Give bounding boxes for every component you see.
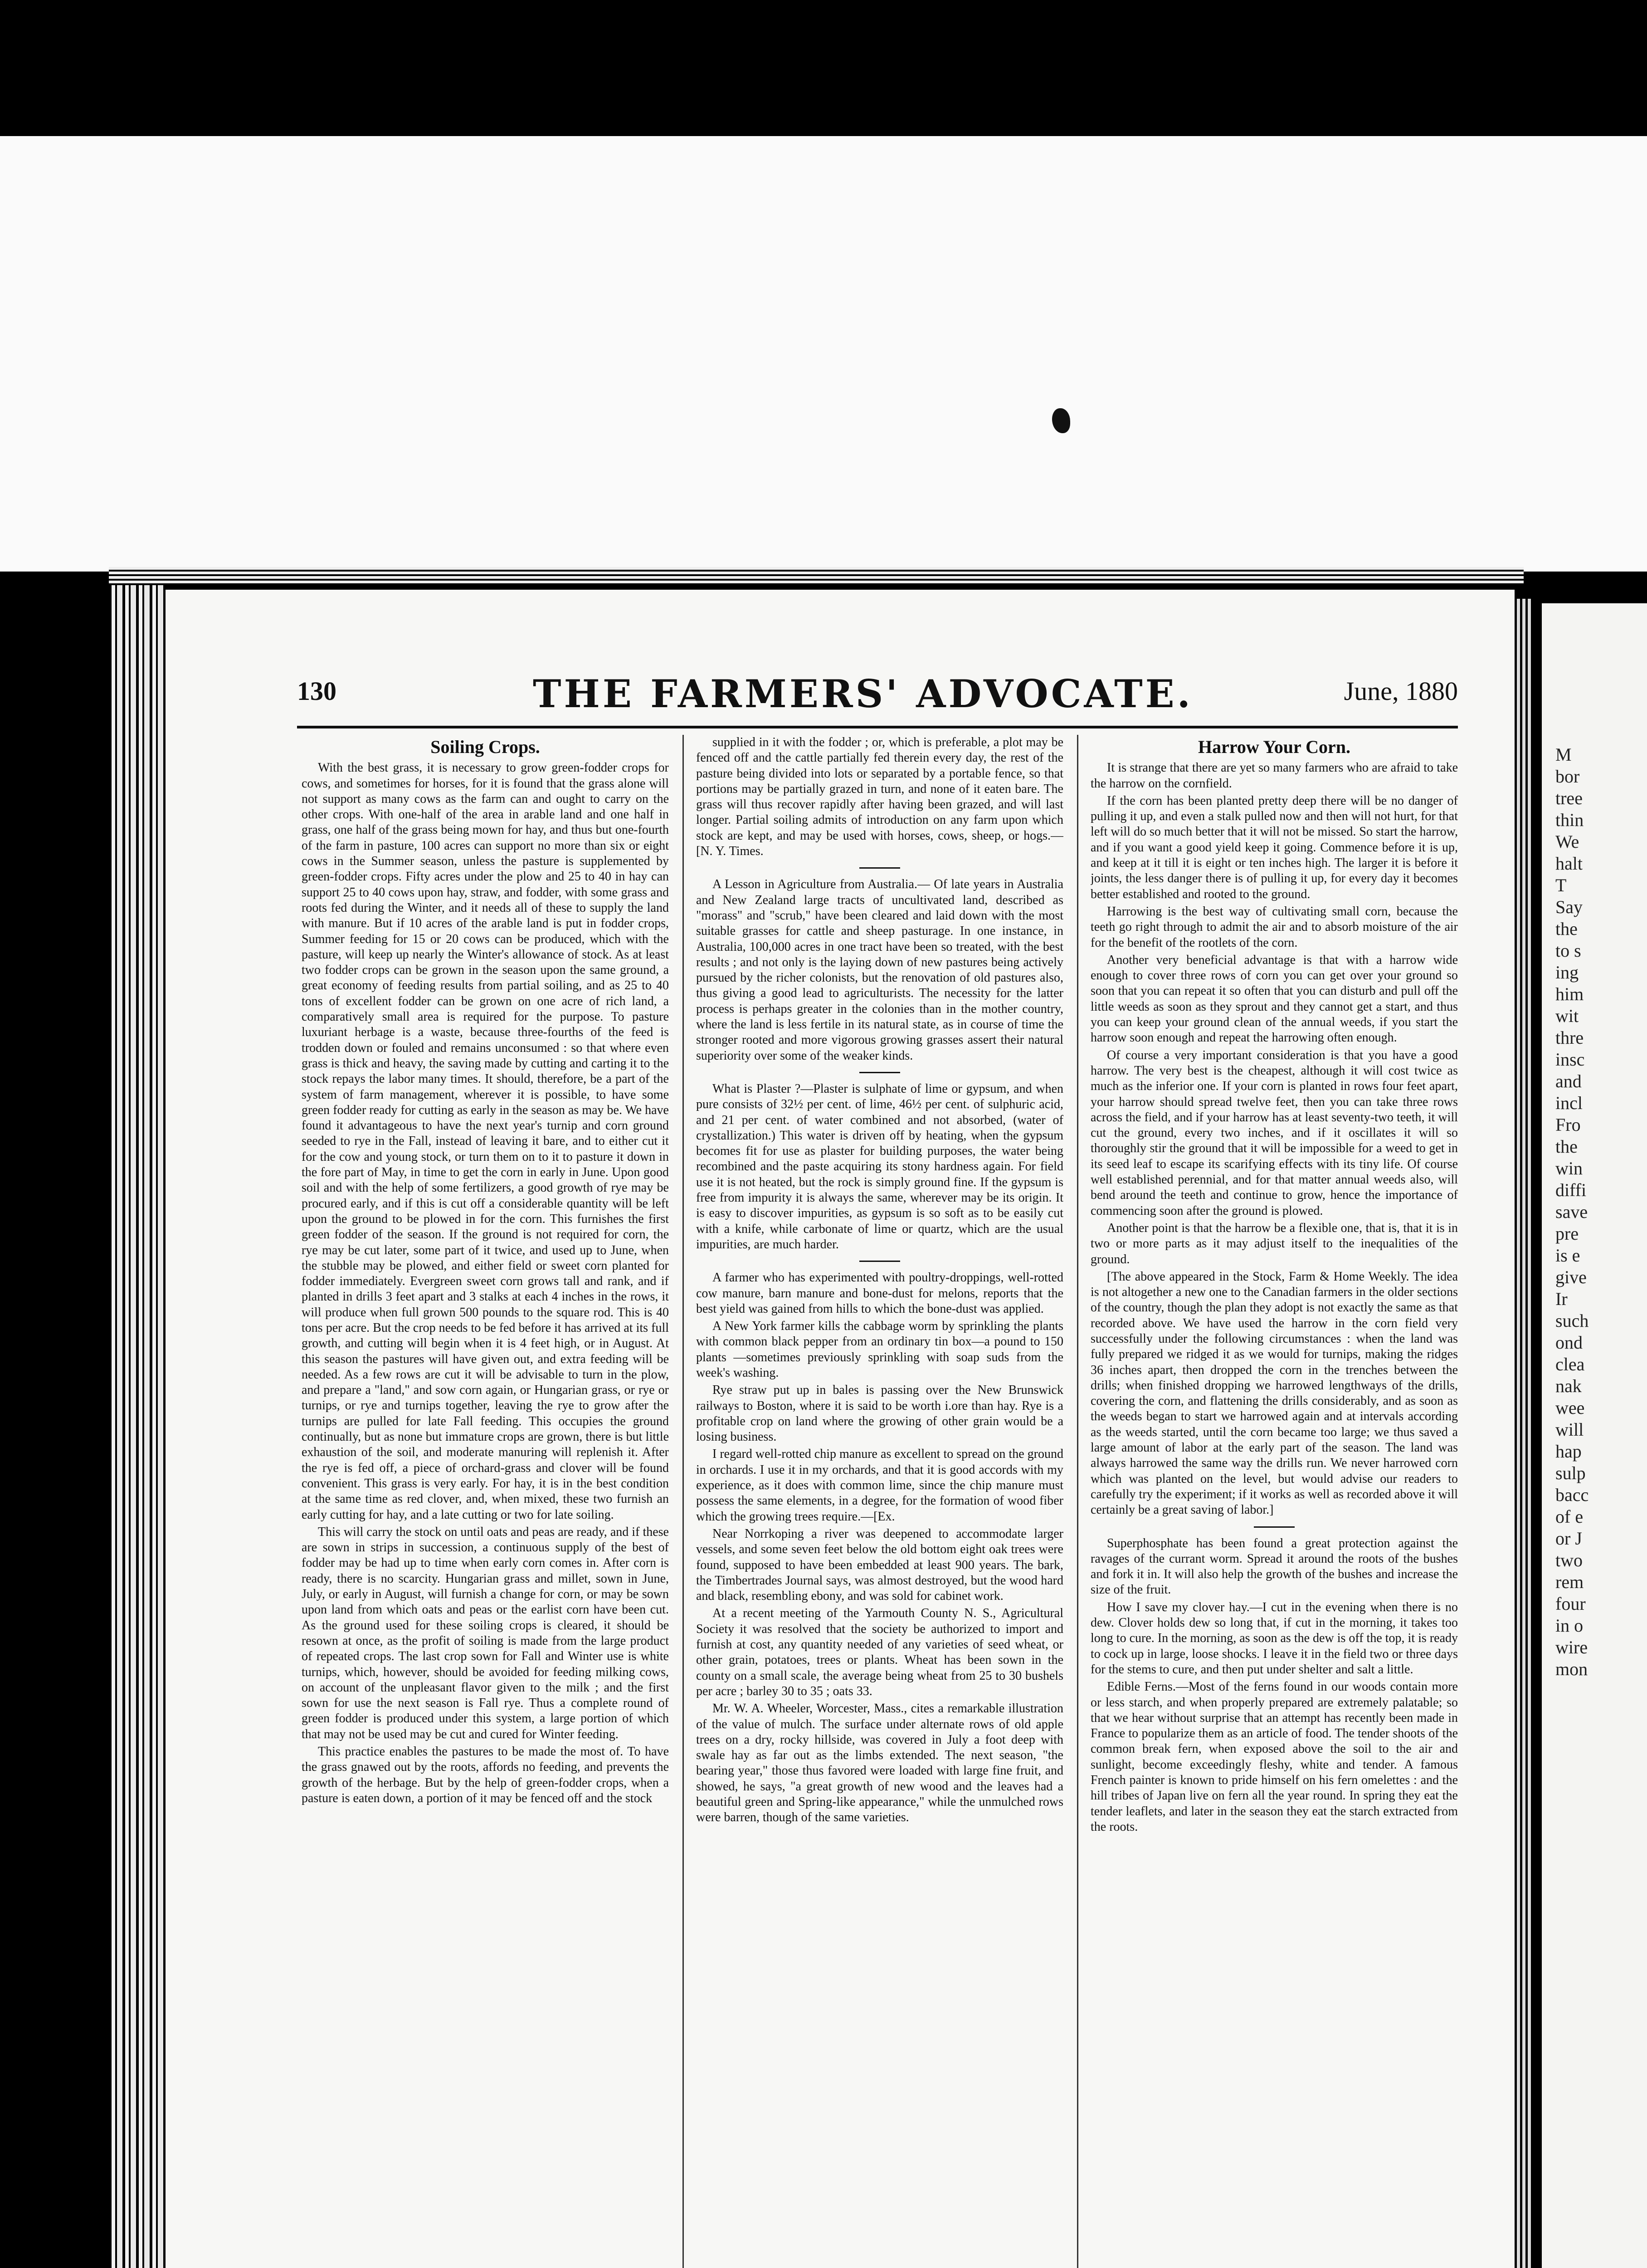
separator	[859, 1072, 900, 1073]
adjacent-page-text: sulp	[1555, 1463, 1586, 1483]
column-1	[302, 735, 669, 2268]
article-title-harrow-your-corn: Harrow Your Corn.	[1198, 737, 1350, 757]
adjacent-page-text: thin	[1555, 810, 1584, 830]
paragraph: How I save my clover hay.—I cut in the evening when there is no dew. Clover holds dew so long that, if cut in the morning, it takes too long to cure. In the morning, as soon as the dew is off the top, it is ready to cock up in large, loose shocks. I leave it in the field two or three days for the stems to cure, and then put under shelter and salt a little.	[1091, 1600, 1458, 1677]
separator	[859, 1261, 900, 1262]
issue-date: June, 1880	[1344, 676, 1458, 706]
adjacent-page-text: is e	[1555, 1245, 1580, 1266]
column-3	[1091, 735, 1458, 2268]
column-rule	[682, 735, 684, 2268]
paragraph: I regard well-rotted chip manure as excellent to spread on the ground in orchards. I use it in my orchards, and that it is good accords with my experience, as it does with common lime, since the chip manure must possess the same elements, in a degree, for the formation of wood fiber which the growing trees require.—[Ex.	[696, 1447, 1063, 1524]
book-binding-right	[1515, 599, 1533, 2268]
article-title-soiling-crops: Soiling Crops.	[430, 737, 540, 757]
adjacent-page-text: or J	[1555, 1528, 1582, 1549]
adjacent-page-text: wire	[1555, 1637, 1588, 1657]
adjacent-page-text: Say	[1555, 897, 1583, 917]
adjacent-page-text: in o	[1555, 1615, 1584, 1636]
paragraph: If the corn has been planted pretty deep there will be no danger of pulling it up, and even a stalk pulled now and then will not hurt, for that left will do so much better that it will not be missed. So start the harrow, and if you want a good yield keep it going. Commence before it is up, and keep at it till it is eight or ten inches high. The larger it is before it joints, the less danger there is of pulling it up, for every day it becomes better established and rooted to the ground.	[1091, 793, 1458, 901]
paragraph: A New York farmer kills the cabbage worm by sprinkling the plants with common black pepper from an ordinary tin box—a pound to 150 plants —sometimes previously sprinkling with soap suds from the week's washing.	[696, 1319, 1063, 1380]
paragraph: Mr. W. A. Wheeler, Worcester, Mass., cites a remarkable illustration of the value of mulch. The surface under alternate rows of old apple trees on a dry, rocky hillside, was covered in July a foot deep with swale hay as far out as the limbs extended. The next season, "the bearing year," those thus favored were loaded with large fine fruit, and showed, he says, "a great growth of new wood and the leaves had a beautiful green and Spring-like appearance," while the unmulched rows were barren, though of the same varieties.	[696, 1701, 1063, 1825]
adjacent-page-text: T	[1555, 875, 1567, 895]
adjacent-page-text: mon	[1555, 1659, 1588, 1679]
adjacent-page-text: save	[1555, 1202, 1588, 1222]
adjacent-page-text: wee	[1555, 1398, 1585, 1418]
paragraph: Of course a very important consideration is that you have a good harrow. The very best is the cheapest, although it will cost twice as much as the inferior one. If your corn is planted in rows four feet apart, your harrow should spread twelve feet, then you can take three rows across the field, and if your harrow has at least seventy-two teeth, it will cut the ground, every two inches, and if it oscillates it will so thoroughly stir the ground that it will be impossible for a weed to get in its seed leaf to escape its scarifying effects with its tiny life. Of course well established perennial, and for that matter annual weeds also, will bend around the teeth and continue to grow, hence the importance of commencing soon after the ground is plowed.	[1091, 1048, 1458, 1218]
paragraph: Near Norrkoping a river was deepened to accommodate larger vessels, and some seven feet below the old bottom eight oak trees were found, supposed to have been embedded at least 900 years. The bark, the Timbertrades Journal says, was almost destroyed, but the wood hard and black, resembling ebony, and was sold for cabinet work.	[696, 1526, 1063, 1603]
adjacent-page-text: halt	[1555, 853, 1583, 874]
adjacent-page-text: wit	[1555, 1006, 1579, 1026]
adjacent-page-text: hap	[1555, 1441, 1582, 1461]
separator	[1254, 1526, 1295, 1528]
adjacent-page-text: and	[1555, 1071, 1582, 1091]
paragraph: At a recent meeting of the Yarmouth County N. S., Agricultural Society it was resolved that the society be authorized to import and furnish at cost, any quantity needed of any varieties of seed wheat, or other grain, potatoes, trees or plants. Wheat has been sown in the county on a small scale, the average being wheat from 25 to 30 bushels per acre ; barley 30 to 35 ; oats 33.	[696, 1606, 1063, 1698]
adjacent-page-text: the	[1555, 1136, 1578, 1157]
paragraph: Another point is that the harrow be a flexible one, that is, that it is in two or more parts as it may adjust itself to the inequalities of the ground.	[1091, 1221, 1458, 1266]
adjacent-page-text: clea	[1555, 1354, 1585, 1374]
adjacent-page-text: the	[1555, 919, 1578, 939]
column-2	[696, 735, 1063, 2268]
page-number: 130	[297, 676, 336, 706]
book-binding-left	[109, 567, 163, 2268]
adjacent-page-text: Fro	[1555, 1114, 1581, 1135]
separator	[859, 867, 900, 869]
adjacent-page-text: ing	[1555, 962, 1579, 982]
book-page-edges	[109, 567, 1524, 585]
paragraph: [The above appeared in the Stock, Farm & Home Weekly. The idea is not altogether a new one to the Canadian farmers in the older sections of the country, though the plan they adopt is not exactly the same as that recorded above. We have used the harrow in the corn field very successfully under the following circumstances : when the land was fully prepared we ridged it as we would for turnips, making the ridges 36 inches apart, then dropped the corn in the trenches between the drills; when finished dropping we harrowed lengthways of the drills, covering the corn, and flattening the drills considerably, and as soon as the weeds began to start we harrowed again and at intervals according as the weeds started, until the corn became too large; we thus saved a large amount of labor at the early part of the season. The land was always harrowed the same way the drills run. We never harrowed corn which was planted on the level, but would advise our readers to carefully try the experiment; if it works as well as recorded above it will certainly be a great saving of labor.]	[1091, 1269, 1458, 1517]
paragraph: This will carry the stock on until oats and peas are ready, and if these are sown in strips in succession, a continuous supply of the best of fodder may be had up to time when early corn comes in. After corn is ready, there is no scarcity. Hungarian grass and millet, sown in June, July, or early in August, will furnish a change for corn, or may be sown upon land from which oats and peas or the earlist corn have been cut. As the ground used for these soiling crops is cleared, it should be resown at once, as the profit of soiling is made from the large product of repeated crops. The last crop sown for Fall and Winter use is white turnips, which, however, should be avoided for feeding milking cows, on account of the unpleasant flavor given to the milk ; and the first sown for use the next season is Fall rye. Thus a complete round of green fodder is produced under this system, a large portion of which that may not be used may be cut and cured for Winter feeding.	[302, 1525, 669, 1741]
paragraph: Another very beneficial advantage is that with a harrow wide enough to cover three rows of corn you can get over your ground so soon that you can repeat it so often that you can disturb and pull off the little weeds as soon as they sprout and they cannot get a start, and thus you can keep your ground clean of the annual weeds, if you start the harrow soon enough and repeat the harrowing often enough.	[1091, 953, 1458, 1045]
adjacent-page-text: four	[1555, 1593, 1586, 1614]
paragraph: Edible Ferns.—Most of the ferns found in our woods contain more or less starch, and when properly prepared are extremely palatable; so that we hear without surprise that an attempt has recently been made in France to popularize them as an article of food. The tender shoots of the common break fern, when exposed above the soil to the air and sunlight, become exceedingly fleshy, white and tender. A famous French painter is known to pride himself on his fern omelettes : and the hill tribes of Japan live on fern all the year round. In spring they eat the tender leaflets, and later in the season they eat the starch extracted from the roots.	[1091, 1680, 1458, 1834]
adjacent-page-text: nak	[1555, 1376, 1582, 1396]
paragraph: Superphosphate has been found a great protection against the ravages of the currant worm. Spread it around the roots of the bushes and fork it in. It will also help the growth of the bushes and increase the size of the fruit.	[1091, 1536, 1458, 1597]
adjacent-page-text: give	[1555, 1267, 1587, 1287]
adjacent-page-text: two	[1555, 1550, 1583, 1570]
adjacent-page-text: bor	[1555, 766, 1580, 787]
adjacent-page-text: win	[1555, 1158, 1583, 1178]
page-header	[297, 671, 1458, 716]
adjacent-page-text: thre	[1555, 1027, 1584, 1048]
adjacent-page-text: to s	[1555, 940, 1581, 961]
adjacent-page-text: We	[1555, 831, 1579, 852]
adjacent-page-text: will	[1555, 1419, 1584, 1440]
paragraph: A Lesson in Agriculture from Australia.— Of late years in Australia and New Zealand large tracts of uncultivated land, described as "morass" and "scrub," have been cleared and laid down with the most suitable grasses for cattle and sheep pasturage. In one instance, in Australia, 100,000 acres in one tract have been so treated, with the best results ; and not only is the laying down of new pastures being actively pursued by the richer colonists, but the renovation of old pastures also, thus giving a good lead to agriculturists. The necessity for the latter process is perhaps greater in the colonies than in the mother country, where the land is less fertile in its natural state, as in course of time the stronger rooted and more vigorous growing grasses assert their natural superiority over some of the weaker kinds.	[696, 877, 1063, 1063]
paragraph: What is Plaster ?—Plaster is sulphate of lime or gypsum, and when pure consists of 32½ per cent. of lime, 46½ per cent. of sulphuric acid, and 21 per cent. of water combined and not absorbed, (water of crystallization.) This water is driven off by heating, when the gypsum becomes fit for use as plaster for building purposes, the water being recombined and the paste acquiring its stony hardness again. For field use it is not heated, but the rock is simply ground fine. If the gypsum is free from impurity it is always the same, wherever may be its origin. It is easy to discover impurities, as gypsum is so soft as to be easily cut with a knife, while carbonate of lime or quartz, which are the usual impurities, are much harder.	[696, 1081, 1063, 1251]
newspaper-page	[166, 590, 1515, 2268]
column-rule	[1077, 735, 1078, 2268]
adjacent-page-text: of e	[1555, 1506, 1584, 1527]
adjacent-page-text: Ir	[1555, 1289, 1568, 1309]
adjacent-page-text: him	[1555, 984, 1584, 1004]
adjacent-page-text: such	[1555, 1310, 1589, 1331]
adjacent-page-text: tree	[1555, 788, 1583, 808]
masthead: THE FARMERS' ADVOCATE.	[533, 671, 1193, 716]
adjacent-page-text: diffi	[1555, 1180, 1587, 1200]
paragraph: Harrowing is the best way of cultivating small corn, because the teeth go right through to admit the air and to absorb moisture of the air for the benefit of the rootlets of the corn.	[1091, 904, 1458, 950]
adjacent-page-text: bacc	[1555, 1485, 1589, 1505]
paragraph: supplied in it with the fodder ; or, which is preferable, a plot may be fenced off and the cattle partially fed therein every day, the rest of the pasture being divided into lots or separated by a portable fence, so that portions may be partially grazed in turn, and none of it eaten bare. The grass will thus recover rapidly after having been grazed, and will last longer. Partial soiling admits of introduction on any farm upon which stock are kept, and may be used with horses, cows, sheep, or hogs.—[N. Y. Times.	[696, 735, 1063, 859]
paragraph: A farmer who has experimented with poultry-droppings, well-rotted cow manure, barn manure and bone-dust for melons, reports that the best yield was gained from hills to which the bone-dust was applied.	[696, 1271, 1063, 1316]
adjacent-page-text: insc	[1555, 1049, 1585, 1070]
header-rule	[297, 726, 1458, 728]
paragraph: Rye straw put up in bales is passing over the New Brunswick railways to Boston, where it is said to be worth i.ore than hay. Rye is a profitable crop on land where the growing of other grain would be a losing business.	[696, 1383, 1063, 1444]
adjacent-page-text: M	[1555, 744, 1572, 765]
paragraph: It is strange that there are yet so many farmers who are afraid to take the harrow on the cornfield.	[1091, 761, 1458, 791]
adjacent-page-text: rem	[1555, 1572, 1584, 1592]
adjacent-page-text: pre	[1555, 1223, 1579, 1244]
paragraph: With the best grass, it is necessary to grow green-fodder crops for cows, and sometimes for horses, for it is found that the grass alone will not support as many cows as the farm can and ought to carry on the other crops. With one-half of the area in arable land and one half in grass, one half of the grass being mown for hay, and thus but one-fourth of the farm in pasture, 100 acres can support no more than six or eight cows in the Summer season, unless the pasture is supplemented by green-fodder crops. Fifty acres under the plow and 25 to 40 in hay can support 25 to 40 cows upon hay, straw, and fodder, with some grass and roots fed during the Winter, and it needs all of these to supply the land with manure. But if 10 acres of the arable land is put in fodder crops, Summer feeding for 15 or 20 cows can be produced, which with the pasture, will keep up nearly the Winter's allowance of stock. As at least two fodder crops can be grown in the season upon the same ground, a great economy of feeding results from partial soiling, and as 25 to 40 tons of excellent fodder can be grown on one acre of rich land, a comparatively small area is required for the purpose. To pasture luxuriant herbage is a waste, because three-fourths of the feed is trodden down or fouled and remains unconsumed : so that where even grass is thick and heavy, the saving made by cutting and carting it to the stock repays the labor many times. It should, therefore, be a part of the system of farm management, wherever it is possible, to have some green fodder ready for cutting as early in the season as may be. We have found it advantageous to have the next year's turnip and corn ground seeded to rye in the Fall, instead of leaving it bare, and to either cut it for the cow and young stock, or turn them on to it to pasture it down in the fore part of May, in time to get the corn in early in June. Upon good soil and with the help of some fertilizers, a good growth of rye may be procured early, and if this is cut off a considerable quantity will be left upon the ground to be plowed in for the corn. This furnishes the first green fodder of the season. If the ground is not required for corn, the rye may be cut later, some part of it twice, and used up to June, when the stubble may be plowed, and either field or sweet corn planted for fodder immediately. Evergreen sweet corn grows tall and rank, and if planted in drills 3 feet apart and 3 stalks at each 4 inches in the rows, it will produce when full grown 500 pounds to the square rod. This is 40 tons per acre. But the crop needs to be fed before it has arrived at its full growth, and cutting will begin when it is 4 feet high, or in August. At this season the pastures will have given out, and extra feeding will be needed. As a few rows are cut it will be advisable to turn in the plow, and prepare a "land," and sow corn again, or Hungarian grass, or rye or turnips, or rye and turnips together, leaving the rye to grow after the turnips are pulled for late Fall feeding. This occupies the ground continually, but as none but immature crops are grown, there is but little exhaustion of the soil, and moderate manuring will replenish it. After the rye is fed off, a piece of orchard-grass and clover will be found convenient. This grass is very early. For hay, it is in the best condition at the same time as red clover, and, when mixed, these two furnish an early cutting for hay, and a late cutting or two for late soiling.	[302, 761, 669, 1522]
adjacent-page-fragment	[1542, 603, 1647, 2268]
scan-margin-top	[0, 136, 1647, 572]
adjacent-page-text: incl	[1555, 1093, 1583, 1113]
paragraph: This practice enables the pastures to be made the most of. To have the grass gnawed out by the roots, affords no feeding, and prevents the growth of the herbage. But by the help of green-fodder crops, when a pasture is eaten down, a portion of it may be fenced off and the stock	[302, 1745, 669, 1805]
adjacent-page-text: ond	[1555, 1332, 1583, 1353]
